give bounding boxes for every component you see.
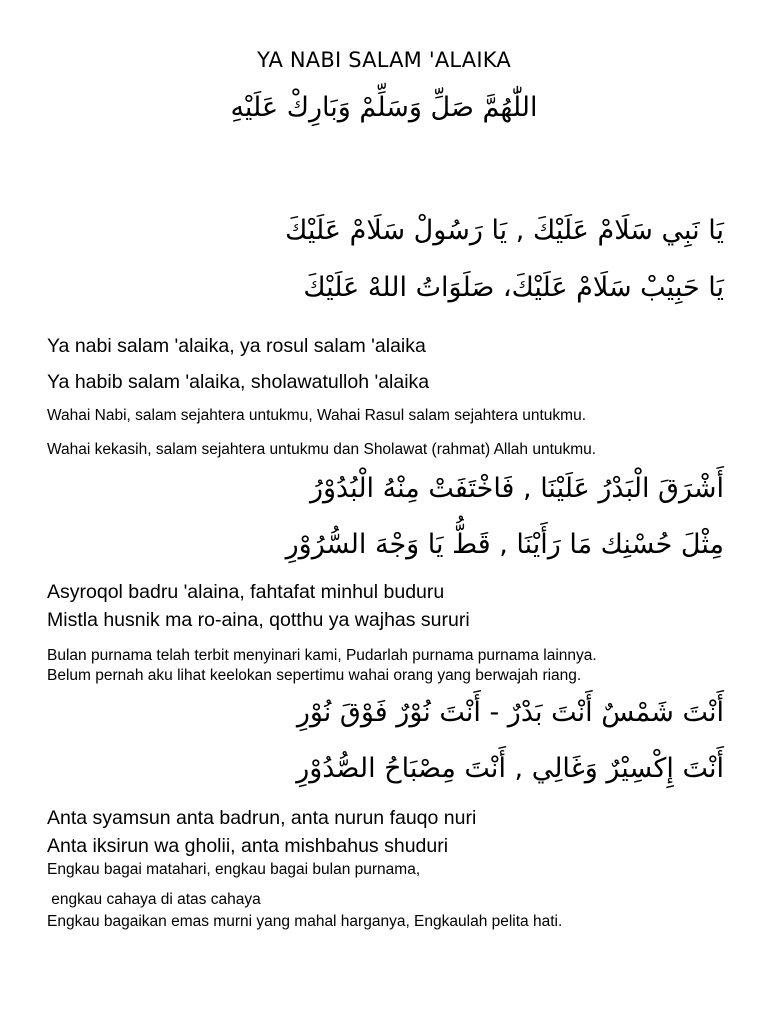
verse2-arabic-line-2: مِثْلَ حُسْنِك مَا رَأَيْنَا , قَطُّ يَا وَجْهَ السُّرُوْرِ <box>285 529 724 560</box>
verse2-latin-line-1: Asyroqol badru 'alaina, fahtafat minhul buduru <box>47 581 445 603</box>
verse1-translation-line-1: Wahai Nabi, salam sejahtera untukmu, Wahai Rasul salam sejahtera untukmu. <box>47 407 587 424</box>
verse1-latin-line-1: Ya nabi salam 'alaika, ya rosul salam 'alaika <box>47 335 426 357</box>
verse3-translation-line-2: engkau cahaya di atas cahaya <box>47 891 261 908</box>
verse3-translation-line-3: Engkau bagaikan emas murni yang mahal harganya, Engkaulah pelita hati. <box>47 913 563 930</box>
verse1-latin-line-2: Ya habib salam 'alaika, sholawatulloh 'alaika <box>47 371 430 393</box>
verse3-latin-line-2: Anta iksirun wa gholii, anta mishbahus shuduri <box>47 835 449 857</box>
verse3-arabic-line-2: أَنْتَ إِكْسِيْرٌ وَغَالِي , أَنْتَ مِصْبَاحُ الصُّدُوْرِ <box>296 753 724 784</box>
arabic-title: اللّٰهُمَّ صَلِّ وَسَلِّمْ وَبَارِكْ عَلَيْهِ <box>230 92 538 123</box>
verse2-arabic-line-1: أَشْرَقَ الْبَدْرُ عَلَيْنَا , فَاخْتَفَتْ مِنْهُ الْبُدُوْرُ <box>309 473 724 504</box>
verse2-translation-line-1: Bulan purnama telah terbit menyinari kami, Pudarlah purnama purnama lainnya. <box>47 647 597 664</box>
verse1-arabic-line-1: يَا نَبِي سَلَامْ عَلَيْكَ , يَا رَسُولْ سَلَامْ عَلَيْكَ <box>285 215 724 246</box>
verse3-latin-line-1: Anta syamsun anta badrun, anta nurun fauqo nuri <box>47 807 477 829</box>
verse3-arabic-line-1: أَنْتَ شَمْسٌ أَنْتَ بَدْرٌ - أَنْتَ نُوْرٌ فَوْقَ نُوْرِ <box>296 697 724 728</box>
verse2-latin-line-2: Mistla husnik ma ro-aina, qotthu ya wajhas sururi <box>47 609 470 631</box>
verse1-arabic-line-2: يَا حَبِيْبْ سَلَامْ عَلَيْكَ، صَلَوَاتُ اللهْ عَلَيْكَ <box>303 272 724 303</box>
verse2-translation-line-2: Belum pernah aku lihat keelokan sepertimu wahai orang yang berwajah riang. <box>47 667 582 684</box>
verse3-translation-line-1: Engkau bagai matahari, engkau bagai bulan purnama, <box>47 861 421 878</box>
page-title: YA NABI SALAM 'ALAIKA <box>257 48 511 72</box>
verse1-translation-line-2: Wahai kekasih, salam sejahtera untukmu dan Sholawat (rahmat) Allah untukmu. <box>47 441 597 458</box>
